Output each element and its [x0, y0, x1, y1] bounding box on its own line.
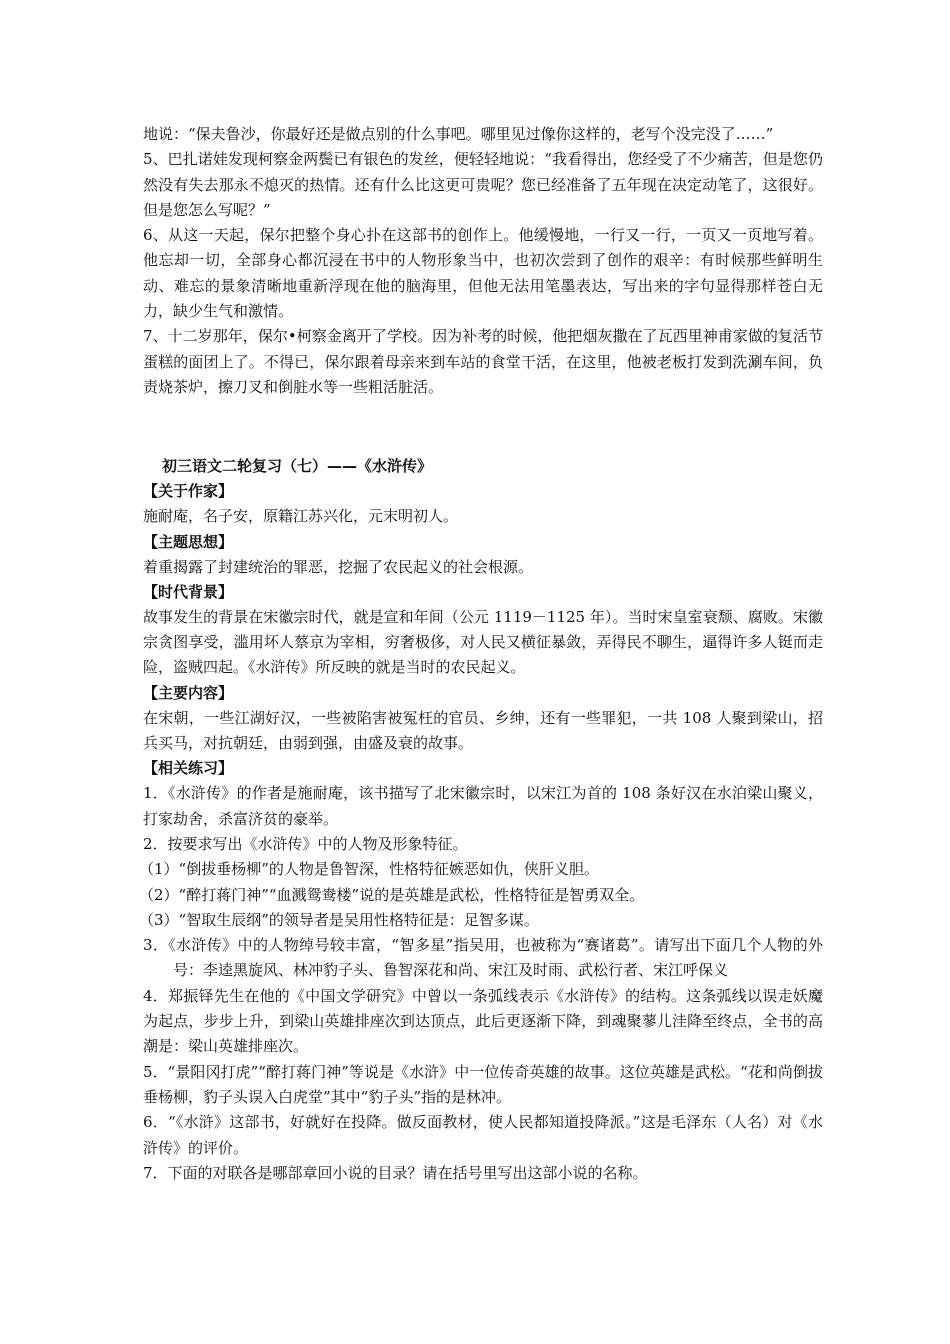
exercise-3: 3．《水浒传》中的人物绰号较丰富，“智多星”指吴用，也被称为“赛诸葛”。请写出下面几个人物的外号：李逵黑旋风、林冲豹子头、鲁智深花和尚、宋江及时雨、武松行者、宋江呼保义 [143, 936, 823, 980]
exercise-2-sub-2: （2）“醉打蒋门神”“血溅鸳鸯楼”说的是英雄是武松，性格特征是智勇双全。 [139, 885, 645, 904]
exercise-4: 4．郑振铎先生在他的《中国文学研究》中曾以一条弧线表示《水浒传》的结构。这条弧线以误走妖魔为起点，步步上升，到梁山英雄排座次到达顶点，此后更逐渐下降，到魂聚蓼儿洼降至终点，全书的高潮是：梁山英雄排座次。 [143, 986, 823, 1056]
content-text: 在宋朝，一些江湖好汉，一些被陷害被冤枉的官员、乡绅，还有一些罪犯，一共 108 人聚到梁山，招兵买马，对抗朝廷，由弱到强，由盛及衰的故事。 [143, 708, 823, 753]
background-heading: 【时代背景】 [143, 582, 234, 601]
paragraph-item-7: 7、十二岁那年，保尔•柯察金离开了学校。因为补考的时候，他把烟灰撒在了瓦西里神甫家做的复活节蛋糕的面团上了。不得已，保尔跟着母亲来到车站的食堂干活，在这里，他被老板打发到洗涮车间，负责烧茶炉，擦刀叉和倒脏水等一些粗活脏活。 [143, 327, 823, 396]
paragraph-item-6: 6、从这一天起，保尔把整个身心扑在这部书的创作上。他缓慢地，一行又一行，一页又一页地写着。他忘却一切，全部身心都沉浸在书中的人物形象当中，也初次尝到了创作的艰辛：有时候那些鲜明生动、难忘的景象清晰地重新浮现在他的脑海里，但他无法用笔墨表达，写出来的字句显得那样苍白无力，缺少生气和激情。 [143, 226, 823, 321]
exercise-heading: 【相关练习】 [143, 759, 234, 778]
exercise-5: 5．“景阳冈打虎”“醉打蒋门神”等说是《水浒》中一位传奇英雄的故事。这位英雄是武松。“花和尚倒拔垂杨柳，豹子头误入白虎堂”其中“豹子头”指的是林冲。 [143, 1062, 823, 1106]
author-heading: 【关于作家】 [143, 482, 234, 501]
exercise-1: 1．《水浒传》的作者是施耐庵，该书描写了北宋徽宗时，以宋江为首的 108 条好汉在水泊梁山聚义，打家劫舍，杀富济贫的豪举。 [143, 784, 823, 828]
exercise-2-sub-1: （1）“倒拔垂杨柳”的人物是鲁智深，性格特征嫉恶如仇，侠肝义胆。 [139, 860, 599, 879]
exercise-2-sub-3: （3）“智取生辰纲”的领导者是吴用性格特征是：足智多谋。 [139, 910, 539, 929]
paragraph-continuation: 地说：“保夫鲁沙，你最好还是做点别的什么事吧。哪里见过像你这样的，老写个没完没了……” [143, 125, 774, 143]
content-heading: 【主要内容】 [143, 683, 234, 702]
exercise-6: 6．“《水浒》这部书，好就好在投降。做反面教材，使人民都知道投降派。”这是毛泽东（人名）对《水浒传》的评价。 [143, 1113, 823, 1157]
theme-text: 着重揭露了封建统治的罪恶，挖掘了农民起义的社会根源。 [143, 557, 534, 576]
author-text: 施耐庵，名子安，原籍江苏兴化，元末明初人。 [143, 507, 459, 526]
document-page [139, 122, 823, 1186]
background-text: 故事发生的背景在宋徽宗时代，就是宣和年间（公元 1119－1125 年）。当时宋皇室衰颓、腐败。宋徽宗贪图享受，滥用坏人蔡京为宰相，穷奢极侈，对人民又横征暴敛，弄得民不聊生，逼得许多人铤而走险，盗贼四起。《水浒传》所反映的就是当时的农民起义。 [143, 607, 823, 677]
section-spacer [143, 400, 823, 454]
exercise-2: 2．按要求写出《水浒传》中的人物及形象特征。 [143, 834, 468, 853]
theme-heading: 【主题思想】 [143, 532, 234, 551]
paragraph-item-5: 5、巴扎诺娃发现柯察金两鬓已有银色的发丝，便轻轻地说：“我看得出，您经受了不少痛苦，但是您仍然没有失去那永不熄灭的热情。还有什么比这更可贵呢？您已经准备了五年现在决定动笔了，这很好。但是您怎么写呢？” [143, 150, 823, 219]
document-title: 初三语文二轮复习（七）——《水浒传》 [162, 457, 433, 476]
exercise-7: 7．下面的对联各是哪部章回小说的目录？请在括号里写出这部小说的名称。 [143, 1163, 648, 1182]
